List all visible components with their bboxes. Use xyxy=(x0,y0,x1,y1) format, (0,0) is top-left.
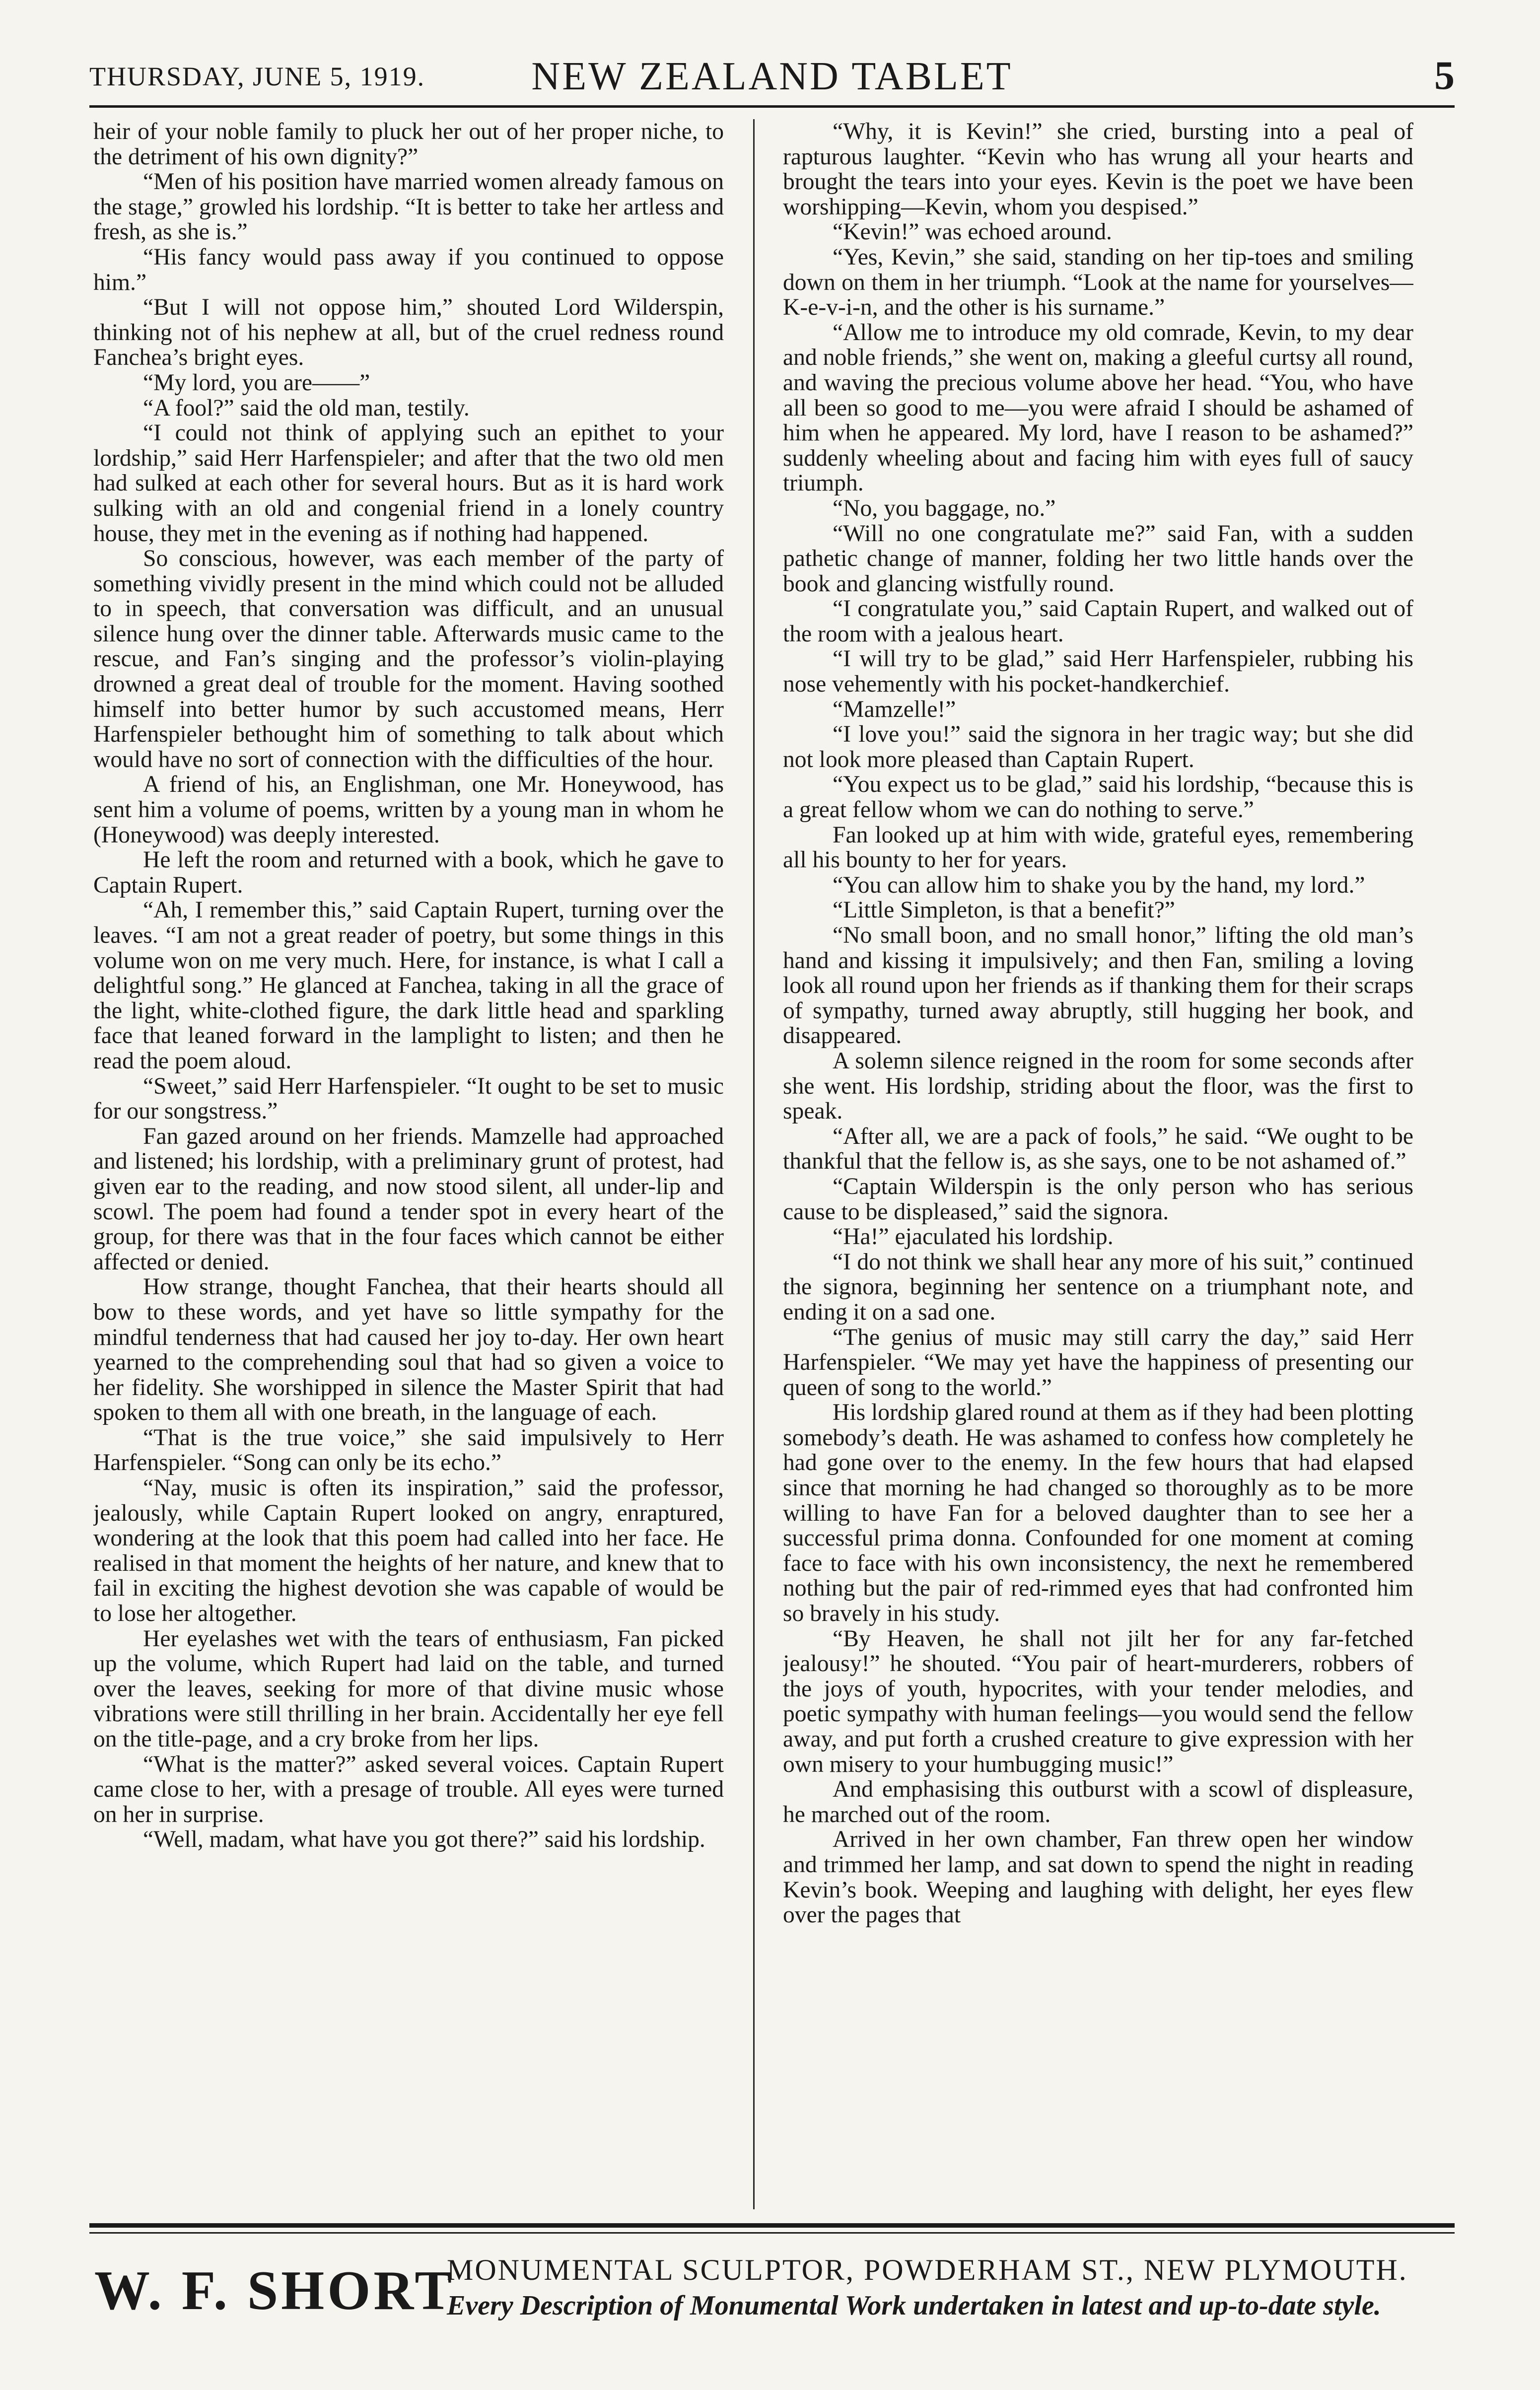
paragraph: “Ha!” ejaculated his lordship. xyxy=(833,1224,1114,1250)
advertiser-name: W. F. SHORT xyxy=(94,2260,455,2321)
paragraph: “I do not think we shall hear any more of his suit,” continued the signora, beginning her sentence on a triumphant note, and ending it on a sad one. xyxy=(783,1249,1413,1325)
column-divider xyxy=(753,119,755,2209)
paragraph: How strange, thought Fanchea, that their hearts should all bow to these words, and yet have so little sympathy for the mindful tenderness that had caused her joy to-day. Her own heart yearned to the comprehending soul that had so given a voice to her fidelity. She worshipped in silence the Master Spirit that had spoken to them all with one breath, in the language of each. xyxy=(93,1274,724,1426)
paragraph: Fan gazed around on her friends. Mamzelle had approached and listened; his lordship, with a preliminary grunt of protest, had given ear to the reading, and now stood silent, all under-lip and scowl. The poem had found a tender spot in every heart of the group, for there was that in the four faces which cannot be either affected or denied. xyxy=(93,1123,724,1275)
paragraph: “A fool?” said the old man, testily. xyxy=(143,395,470,421)
paragraph: “I could not think of applying such an epithet to your lordship,” said Herr Harfenspieler; and after that the two old men had sulked at each other for several hours. But as it is hard work sulking with an old and congenial friend in a lonely country house, they met in the evening as if nothing had happened. xyxy=(93,420,724,547)
paragraph: “No, you baggage, no.” xyxy=(833,495,1056,521)
paragraph: “Well, madam, what have you got there?” said his lordship. xyxy=(143,1827,705,1853)
left-column xyxy=(93,119,724,2209)
paragraph: “Yes, Kevin,” she said, standing on her tip-toes and smiling down on them in her triumph. “Look at the name for yourselves—K-e-v-i-n, and the other is his surname.” xyxy=(783,244,1413,321)
paragraph: “You can allow him to shake you by the hand, my lord.” xyxy=(833,872,1365,898)
paragraph: “Allow me to introduce my old comrade, Kevin, to my dear and noble friends,” she went on, making a gleeful curtsy all round, and waving the precious volume above her head. “You, who have all been so good to me—you were afraid I should be ashamed of him when he appeared. My lord, have I reason to be ashamed?” suddenly wheeling about and facing him with eyes full of saucy triumph. xyxy=(783,319,1413,496)
footer-rule-thin xyxy=(89,2232,1455,2234)
page-header xyxy=(89,47,1455,102)
paragraph: “Captain Wilderspin is the only person who has serious cause to be displeased,” said the signora. xyxy=(783,1173,1413,1225)
paragraph: “I will try to be glad,” said Herr Harfenspieler, rubbing his nose vehemently with his pocket-handkerchief. xyxy=(783,646,1413,698)
paragraph: “Nay, music is often its inspiration,” said the professor, jealously, while Captain Rupert looked on angry, enraptured, wondering at the look that this poem had called into her face. He realised in that moment the heights of her nature, and knew that to fail in exciting the highest devotion she was capable of would be to lose her altogether. xyxy=(93,1475,724,1627)
paragraph: His lordship glared round at them as if they had been plotting somebody’s death. He was ashamed to confess how completely he had gone over to the enemy. In the few hours that had elapsed since that morning he had changed so thoroughly as to be more willing to have Fan for a beloved daughter than to see her a successful prima donna. Confounded for one moment at coming face to face with his own inconsistency, the next he remembered nothing but the pair of red-rimmed eyes that had confronted him so bravely in his study. xyxy=(783,1400,1413,1627)
paragraph: “Why, it is Kevin!” she cried, bursting into a peal of rapturous laughter. “Kevin who has wrung all your hearts and brought the tears into your eyes. Kevin is the poet we have been worshipping—Kevin, whom you despised.” xyxy=(783,119,1413,220)
paragraph: “You expect us to be glad,” said his lordship, “because this is a great fellow whom we can do nothing to serve.” xyxy=(783,772,1413,823)
paragraph: Arrived in her own chamber, Fan threw open her window and trimmed her lamp, and sat down to spend the night in reading Kevin’s book. Weeping and laughing with delight, her eyes flew over the pages that xyxy=(783,1827,1413,1928)
issue-date: THURSDAY, JUNE 5, 1919. xyxy=(89,62,425,91)
paragraph: “His fancy would pass away if you continued to oppose him.” xyxy=(93,244,724,295)
footer-rule-thick xyxy=(89,2223,1455,2228)
paragraph: heir of your noble family to pluck her out of her proper niche, to the detriment of his own dignity?” xyxy=(93,119,724,170)
right-column xyxy=(783,119,1413,2209)
paragraph: “Sweet,” said Herr Harfenspieler. “It ought to be set to music for our songstress.” xyxy=(93,1073,724,1125)
paragraph: Fan looked up at him with wide, grateful eyes, remembering all his bounty to her for years. xyxy=(783,822,1413,873)
advertisement xyxy=(89,2244,1455,2328)
paragraph: A solemn silence reigned in the room for some seconds after she went. His lordship, striding about the floor, was the first to speak. xyxy=(783,1048,1413,1125)
paragraph: And emphasising this outburst with a scowl of displeasure, he marched out of the room. xyxy=(783,1776,1413,1828)
paragraph: “Mamzelle!” xyxy=(833,696,956,722)
advertisement-line-2: Every Description of Monumental Work undertaken in latest and up-to-date style. xyxy=(447,2290,1381,2321)
paragraph: “Little Simpleton, is that a benefit?” xyxy=(833,897,1175,923)
paragraph: “The genius of music may still carry the day,” said Herr Harfenspieler. “We may yet have the happiness of presenting our queen of song to the world.” xyxy=(783,1324,1413,1401)
header-rule xyxy=(89,105,1455,108)
paragraph: “No small boon, and no small honor,” lifting the old man’s hand and kissing it impulsively; and then Fan, smiling a loving look all round upon her friends as if thanking them for their scraps of sympathy, turned away abruptly, still hugging her book, and disappeared. xyxy=(783,922,1413,1049)
paragraph: “My lord, you are——” xyxy=(143,369,370,396)
paragraph: “By Heaven, he shall not jilt her for any far-fetched jealousy!” he shouted. “You pair of heart-murderers, robbers of the joys of youth, hypocrites, with your tender melodies, and poetic sympathy with human feelings—you would send the fellow away, and put forth a crushed creature to give expression with her own misery to your humbugging music!” xyxy=(783,1625,1413,1777)
paragraph: “What is the matter?” asked several voices. Captain Rupert came close to her, with a presage of trouble. All eyes were turned on her in surprise. xyxy=(93,1751,724,1828)
paragraph: “Will no one congratulate me?” said Fan, with a sudden pathetic change of manner, folding her two little hands over the book and glancing wistfully round. xyxy=(783,520,1413,597)
paragraph: He left the room and returned with a book, which he gave to Captain Rupert. xyxy=(93,847,724,898)
paragraph: “Ah, I remember this,” said Captain Rupert, turning over the leaves. “I am not a great reader of poetry, but some things in this volume won on me very much. Here, for instance, is what I call a delightful song.” He glanced at Fanchea, taking in all the grace of the light, white-clothed figure, the dark little head and sparkling face that leaned forward in the lamplight to listen; and then he read the poem aloud. xyxy=(93,897,724,1074)
paragraph: Her eyelashes wet with the tears of enthusiasm, Fan picked up the volume, which Rupert had laid on the table, and turned over the leaves, seeking for more of that divine music whose vibrations were still thrilling in her brain. Accidentally her eye fell on the title-page, and a cry broke from her lips. xyxy=(93,1625,724,1752)
page-number: 5 xyxy=(1434,53,1455,98)
paragraph: “Kevin!” was echoed around. xyxy=(833,219,1112,245)
paragraph: “After all, we are a pack of fools,” he said. “We ought to be thankful that the fellow is, as she says, one to be not ashamed of.” xyxy=(783,1123,1413,1175)
paragraph: “I congratulate you,” said Captain Rupert, and walked out of the room with a jealous heart. xyxy=(783,596,1413,647)
paragraph: “But I will not oppose him,” shouted Lord Wilderspin, thinking not of his nephew at all, but of the cruel redness round Fanchea’s bright eyes. xyxy=(93,294,724,371)
advertisement-line-1: MONUMENTAL SCULPTOR, POWDERHAM ST., NEW PLYMOUTH. xyxy=(447,2253,1408,2286)
paragraph: “I love you!” said the signora in her tragic way; but she did not look more pleased than Captain Rupert. xyxy=(783,721,1413,773)
masthead-title: NEW ZEALAND TABLET xyxy=(531,55,1013,98)
paragraph: So conscious, however, was each member of the party of something vividly present in the mind which could not be alluded to in speech, that conversation was difficult, and an unusual silence hung over the dinner table. Afterwards music came to the rescue, and Fan’s singing and the professor’s violin-playing drowned a great deal of trouble for the moment. Having soothed himself into better humor by such accustomed means, Herr Harfenspieler bethought him of something to talk about which would have no sort of connection with the difficulties of the hour. xyxy=(93,546,724,773)
paragraph: “Men of his position have married women already famous on the stage,” growled his lordship. “It is better to take her artless and fresh, as she is.” xyxy=(93,169,724,245)
paragraph: “That is the true voice,” she said impulsively to Herr Harfenspieler. “Song can only be its echo.” xyxy=(93,1424,724,1476)
paragraph: A friend of his, an Englishman, one Mr. Honeywood, has sent him a volume of poems, written by a young man in whom he (Honeywood) was deeply interested. xyxy=(93,772,724,848)
